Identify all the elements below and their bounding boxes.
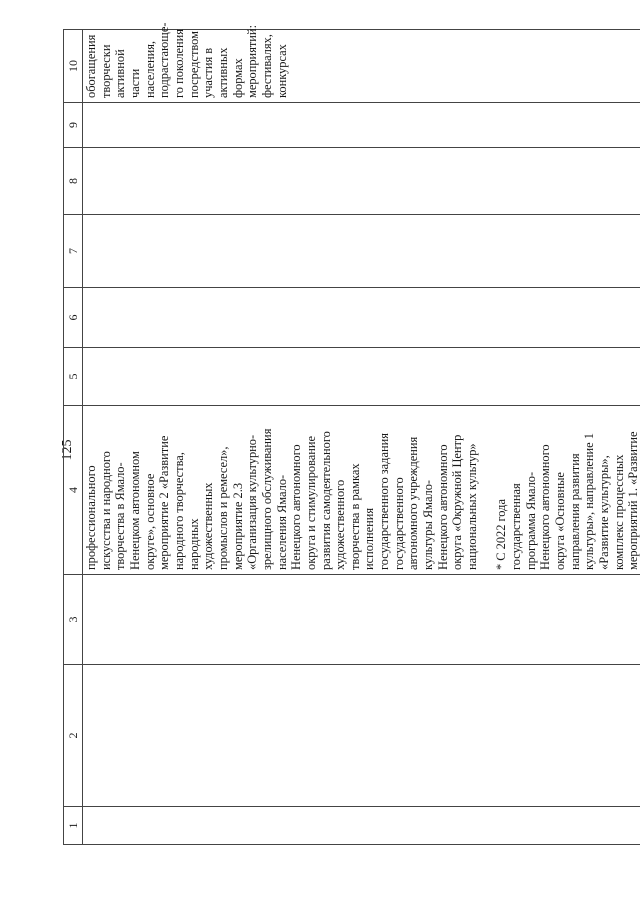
cell-col-7 — [83, 215, 640, 288]
text-line: формах — [230, 58, 245, 98]
text-line: зрелищного обслуживания — [259, 428, 274, 570]
header-col-6: 6 — [64, 288, 83, 348]
text-line: творчества в рамках — [347, 463, 362, 570]
text-line: государственного — [391, 477, 406, 570]
cell-col-8 — [83, 148, 640, 215]
header-col-2: 2 — [64, 665, 83, 807]
page-number: 125 — [60, 439, 75, 461]
text-line: * С 2022 года — [494, 499, 509, 570]
text-line: мероприятий: — [245, 24, 260, 98]
text-line: промыслов и ремесел», — [215, 446, 230, 570]
header-col-5: 5 — [64, 348, 83, 406]
text-line: исполнения — [362, 507, 377, 570]
col10-text — [83, 22, 289, 102]
text-line: округа «Основные — [552, 472, 567, 570]
document-table-rotated — [63, 22, 640, 845]
header-col-9: 9 — [64, 103, 83, 148]
text-line: обогащения — [84, 34, 98, 98]
text-line: автономного учреждения — [406, 436, 421, 570]
text-line: конкурсах — [274, 44, 289, 98]
text-line: мероприятие 2.3 — [230, 482, 245, 570]
text-line: программа Ямало- — [523, 471, 538, 570]
text-line: национальных культур» — [465, 443, 480, 570]
text-line: части — [127, 68, 142, 98]
text-line — [480, 408, 495, 570]
text-line: населения Ямало- — [274, 474, 289, 570]
text-line: мероприятие 2 «Развитие — [157, 435, 172, 570]
cell-col-3 — [83, 575, 640, 665]
text-line: активных — [215, 47, 230, 98]
text-line: подрастающе- — [157, 22, 172, 98]
cell-col-2 — [83, 665, 640, 807]
text-line: творчества в Ямало- — [113, 462, 128, 570]
text-line: активной — [113, 49, 128, 98]
text-line: Ненецкого автономного — [435, 444, 450, 570]
text-line: художественных — [201, 482, 216, 570]
header-row — [64, 30, 83, 845]
cell-col-6 — [83, 288, 640, 348]
text-line: государственная — [509, 483, 524, 570]
header-col-8: 8 — [64, 148, 83, 215]
text-line: участия в — [201, 47, 216, 98]
text-line: государственного задания — [377, 433, 392, 570]
text-line: Ненецкого автономного — [289, 444, 304, 570]
text-line: искусства и народного — [98, 451, 113, 570]
header-col-3: 3 — [64, 575, 83, 665]
text-line: посредством — [186, 31, 201, 98]
table-row — [83, 30, 640, 845]
header-col-4: 4 — [64, 406, 83, 575]
cell-col-10 — [83, 22, 640, 103]
text-line: округа и стимулирование — [303, 435, 318, 570]
text-line: Ненецком автономном — [127, 451, 142, 570]
col4-text — [83, 406, 640, 574]
text-line: культуры Ямало- — [421, 479, 436, 570]
text-line: комплекс процессных — [611, 454, 626, 570]
text-line: го поколения — [171, 29, 186, 98]
text-line: художественного — [333, 479, 348, 570]
cell-col-4 — [83, 406, 640, 575]
document-table — [63, 22, 640, 845]
cell-col-1 — [83, 807, 640, 845]
text-line: Ненецкого автономного — [538, 444, 553, 570]
header-col-7: 7 — [64, 215, 83, 288]
cell-col-9 — [83, 103, 640, 148]
text-line: мероприятий 1. «Развитие — [626, 431, 640, 570]
header-col-10: 10 — [64, 30, 83, 103]
text-line: народного творчества, — [171, 452, 186, 570]
text-line: творчески — [98, 44, 113, 98]
text-line: профессионального — [84, 465, 98, 570]
text-line: округе», основное — [142, 473, 157, 570]
text-line: фестивалях, — [259, 34, 274, 98]
text-line: культуры», направление 1 — [582, 433, 597, 570]
text-line: населения, — [142, 40, 157, 98]
text-line: развития самодеятельного — [318, 431, 333, 570]
text-line: «Организация культурно- — [245, 434, 260, 570]
text-line: направления развития — [567, 453, 582, 570]
text-line: «Развитие культуры», — [596, 455, 611, 570]
text-line: народных — [186, 518, 201, 570]
cell-col-5 — [83, 348, 640, 406]
header-col-1: 1 — [64, 807, 83, 845]
text-line: округа «Окружной Центр — [450, 434, 465, 570]
